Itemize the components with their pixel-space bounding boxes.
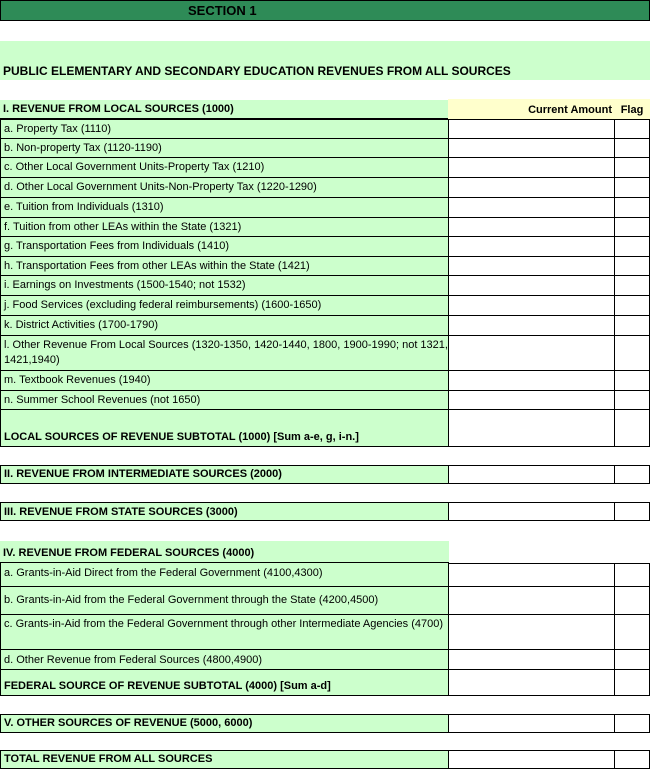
federal-flag-input[interactable]: [614, 615, 650, 650]
federal-subtotal-amount-input[interactable]: [448, 670, 615, 696]
local-subtotal-row: LOCAL SOURCES OF REVENUE SUBTOTAL (1000) [Sum a-e, g, i-n.]: [0, 410, 449, 447]
local-flag-input[interactable]: [614, 119, 650, 139]
state-flag-input[interactable]: [614, 502, 650, 521]
local-flag-input[interactable]: [614, 371, 650, 391]
local-amount-input[interactable]: [448, 139, 615, 158]
local-item-row: l. Other Revenue From Local Sources (1320-1350, 1420-1440, 1800, 1900-1990; not 1321, 1421,1940): [0, 336, 449, 371]
local-item-row: f. Tuition from other LEAs within the State (1321): [0, 218, 449, 237]
local-item-row: g. Transportation Fees from Individuals (1410): [0, 237, 449, 257]
federal-item-row: a. Grants-in-Aid Direct from the Federal Government (4100,4300): [0, 563, 449, 587]
local-item-row: c. Other Local Government Units-Property Tax (1210): [0, 158, 449, 178]
local-flag-input[interactable]: [614, 218, 650, 237]
state-amount-input[interactable]: [448, 502, 615, 521]
section-title: SECTION 1: [188, 3, 257, 18]
local-item-row: d. Other Local Government Units-Non-Property Tax (1220-1290): [0, 178, 449, 198]
local-amount-input[interactable]: [448, 391, 615, 410]
local-subtotal-amount-input[interactable]: [448, 410, 615, 447]
local-item-row: a. Property Tax (1110): [0, 119, 449, 139]
local-item-row: h. Transportation Fees from other LEAs within the State (1421): [0, 257, 449, 276]
local-amount-input[interactable]: [448, 198, 615, 218]
local-flag-input[interactable]: [614, 316, 650, 336]
federal-amount-input[interactable]: [448, 615, 615, 650]
federal-amount-input[interactable]: [448, 563, 615, 587]
local-amount-input[interactable]: [448, 237, 615, 257]
total-row: TOTAL REVENUE FROM ALL SOURCES: [0, 750, 449, 769]
local-flag-input[interactable]: [614, 198, 650, 218]
other-row: V. OTHER SOURCES OF REVENUE (5000, 6000): [0, 714, 449, 733]
local-flag-input[interactable]: [614, 391, 650, 410]
local-amount-input[interactable]: [448, 371, 615, 391]
total-amount-input[interactable]: [448, 750, 615, 769]
main-title: PUBLIC ELEMENTARY AND SECONDARY EDUCATION REVENUES FROM ALL SOURCES: [3, 64, 511, 78]
local-amount-input[interactable]: [448, 178, 615, 198]
local-item-row: m. Textbook Revenues (1940): [0, 371, 449, 391]
state-row: III. REVENUE FROM STATE SOURCES (3000): [0, 502, 449, 521]
intermediate-flag-input[interactable]: [614, 465, 650, 484]
local-item-row: i. Earnings on Investments (1500-1540; not 1532): [0, 276, 449, 296]
federal-item-row: b. Grants-in-Aid from the Federal Government through the State (4200,4500): [0, 587, 449, 615]
local-amount-input[interactable]: [448, 218, 615, 237]
local-flag-input[interactable]: [614, 178, 650, 198]
local-item-row: e. Tuition from Individuals (1310): [0, 198, 449, 218]
column-header-flag: Flag: [614, 99, 650, 119]
local-flag-input[interactable]: [614, 296, 650, 316]
local-flag-input[interactable]: [614, 237, 650, 257]
local-amount-input[interactable]: [448, 296, 615, 316]
federal-subtotal-flag-input[interactable]: [614, 670, 650, 696]
section-header: [0, 0, 650, 21]
local-item-row: j. Food Services (excluding federal reimbursements) (1600-1650): [0, 296, 449, 316]
local-amount-input[interactable]: [448, 119, 615, 139]
local-amount-input[interactable]: [448, 257, 615, 276]
local-amount-input[interactable]: [448, 158, 615, 178]
federal-amount-input[interactable]: [448, 650, 615, 670]
federal-item-row: c. Grants-in-Aid from the Federal Government through other Intermediate Agencies (4700): [0, 615, 449, 650]
local-flag-input[interactable]: [614, 276, 650, 296]
federal-subtotal-row: FEDERAL SOURCE OF REVENUE SUBTOTAL (4000) [Sum a-d]: [0, 670, 449, 696]
intermediate-amount-input[interactable]: [448, 465, 615, 484]
total-flag-input[interactable]: [614, 750, 650, 769]
main-title-band: [0, 41, 650, 80]
local-header: I. REVENUE FROM LOCAL SOURCES (1000): [0, 100, 449, 119]
other-amount-input[interactable]: [448, 714, 615, 733]
federal-flag-input[interactable]: [614, 650, 650, 670]
federal-header: IV. REVENUE FROM FEDERAL SOURCES (4000): [0, 541, 449, 563]
local-item-row: b. Non-property Tax (1120-1190): [0, 139, 449, 158]
federal-flag-input[interactable]: [614, 563, 650, 587]
intermediate-row: II. REVENUE FROM INTERMEDIATE SOURCES (2000): [0, 465, 449, 484]
local-item-row: k. District Activities (1700-1790): [0, 316, 449, 336]
federal-flag-input[interactable]: [614, 587, 650, 615]
local-amount-input[interactable]: [448, 336, 615, 371]
column-header-amount: Current Amount: [448, 99, 615, 119]
local-flag-input[interactable]: [614, 336, 650, 371]
federal-amount-input[interactable]: [448, 587, 615, 615]
local-flag-input[interactable]: [614, 139, 650, 158]
local-subtotal-flag-input[interactable]: [614, 410, 650, 447]
local-flag-input[interactable]: [614, 158, 650, 178]
local-item-row: n. Summer School Revenues (not 1650): [0, 391, 449, 410]
local-flag-input[interactable]: [614, 257, 650, 276]
federal-item-row: d. Other Revenue from Federal Sources (4800,4900): [0, 650, 449, 670]
local-amount-input[interactable]: [448, 276, 615, 296]
local-amount-input[interactable]: [448, 316, 615, 336]
other-flag-input[interactable]: [614, 714, 650, 733]
